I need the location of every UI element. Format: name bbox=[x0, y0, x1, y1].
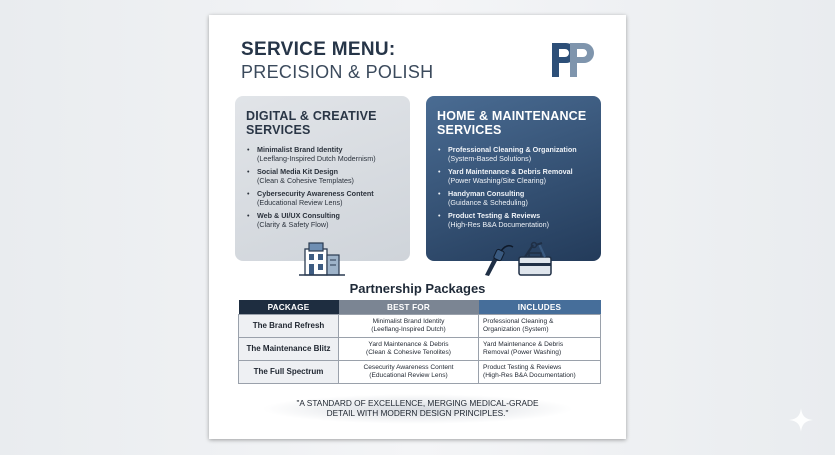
includes-cell bbox=[479, 361, 601, 384]
package-name: The Full Spectrum bbox=[239, 361, 339, 384]
includes-line: Organization (System) bbox=[483, 326, 549, 333]
package-name: The Maintenance Blitz bbox=[239, 338, 339, 361]
home-maintenance-card bbox=[426, 96, 601, 261]
pp-logo bbox=[550, 41, 596, 79]
building-icon bbox=[297, 241, 347, 277]
includes-line: Professional Cleaning & bbox=[483, 318, 554, 326]
home-title-line2: SERVICES bbox=[437, 123, 502, 137]
digital-service-list bbox=[247, 146, 407, 234]
best-for-line: Minimalist Brand Identity bbox=[372, 318, 445, 326]
service-desc: (Leeflang-Inspired Dutch Modernism) bbox=[257, 153, 376, 163]
digital-title-line2: SERVICES bbox=[246, 123, 311, 137]
best-for-cell bbox=[339, 361, 479, 384]
home-service-list bbox=[438, 146, 598, 234]
includes-line: Removal (Power Washing) bbox=[483, 349, 562, 356]
package-name: The Brand Refresh bbox=[239, 315, 339, 338]
service-name: • Professional Cleaning & Organization bbox=[448, 145, 577, 154]
service-desc: (Clarity & Safety Flow) bbox=[257, 219, 329, 229]
service-desc: (Guidance & Scheduling) bbox=[448, 197, 528, 207]
service-name: • Product Testing & Reviews bbox=[448, 210, 541, 220]
sparkle-icon bbox=[789, 408, 813, 432]
service-desc: (Educational Review Lens) bbox=[257, 197, 343, 207]
service-desc: (Clean & Cohesive Templates) bbox=[257, 175, 354, 185]
table-row bbox=[239, 361, 601, 384]
list-item bbox=[438, 190, 598, 207]
best-for-line: (Clean & Cohesive Tenolites) bbox=[366, 349, 451, 356]
home-card-title bbox=[437, 109, 586, 137]
home-title-line1: HOME & MAINTENANCE bbox=[437, 109, 587, 123]
includes-line: Yard Maintenance & Debris bbox=[483, 341, 564, 349]
service-desc: (High-Res B&A Documentation) bbox=[448, 219, 550, 229]
best-for-line: (Leeflang-Inspired Dutch) bbox=[371, 326, 446, 333]
service-name: • Web & UI/UX Consulting bbox=[257, 210, 340, 220]
quote-line-1: "A STANDARD OF EXCELLENCE, MERGING MEDICAL-GRADE bbox=[296, 398, 539, 408]
digital-creative-card bbox=[235, 96, 410, 261]
svg-text:✦: ✦ bbox=[503, 264, 511, 274]
list-item bbox=[247, 212, 407, 229]
list-item bbox=[247, 190, 407, 207]
list-item bbox=[438, 212, 598, 229]
service-name: • Cybersecurity Awareness Content bbox=[257, 188, 374, 198]
best-for-line: Yard Maintenance & Debris bbox=[368, 341, 449, 349]
column-header-package: PACKAGE bbox=[239, 300, 339, 315]
page-title bbox=[241, 39, 433, 83]
service-desc: (System-Based Solutions) bbox=[448, 153, 532, 163]
packages-table bbox=[238, 300, 601, 384]
table-row bbox=[239, 315, 601, 338]
service-name: • Handyman Consulting bbox=[448, 188, 525, 198]
includes-line: (High-Res B&A Documentation) bbox=[483, 372, 576, 379]
includes-line: Product Testing & Reviews bbox=[483, 364, 562, 372]
packages-title: Partnership Packages bbox=[349, 281, 486, 296]
service-name: • Social Media Kit Design bbox=[257, 166, 339, 176]
tagline-quote bbox=[261, 394, 574, 424]
digital-title-line1: DIGITAL & CREATIVE bbox=[246, 109, 377, 123]
column-header-best-for: BEST FOR bbox=[339, 300, 479, 315]
best-for-cell bbox=[339, 315, 479, 338]
includes-cell bbox=[479, 315, 601, 338]
column-header-includes: INCLUDES bbox=[479, 300, 601, 315]
best-for-line: (Educational Review Lens) bbox=[369, 372, 448, 379]
title-line-1: SERVICE MENU: bbox=[241, 39, 396, 60]
best-for-line: Cesecurity Awareness Content bbox=[363, 364, 454, 372]
digital-card-title bbox=[246, 109, 377, 137]
list-item bbox=[247, 168, 407, 185]
best-for-cell bbox=[339, 338, 479, 361]
list-item bbox=[438, 168, 598, 185]
list-item bbox=[438, 146, 598, 163]
service-name: • Minimalist Brand Identity bbox=[257, 145, 343, 154]
service-name: • Yard Maintenance & Debris Removal bbox=[448, 166, 573, 176]
table-row bbox=[239, 338, 601, 361]
table-header-row bbox=[239, 300, 601, 315]
pressure-washer-toolbox-icon bbox=[481, 241, 555, 277]
list-item bbox=[247, 146, 407, 163]
quote-line-2: DETAIL WITH MODERN DESIGN PRINCIPLES." bbox=[326, 408, 509, 418]
service-desc: (Power Washing/Site Clearing) bbox=[448, 175, 546, 185]
includes-cell bbox=[479, 338, 601, 361]
title-line-2: PRECISION & POLISH bbox=[241, 62, 434, 82]
service-menu-sheet bbox=[209, 15, 626, 439]
